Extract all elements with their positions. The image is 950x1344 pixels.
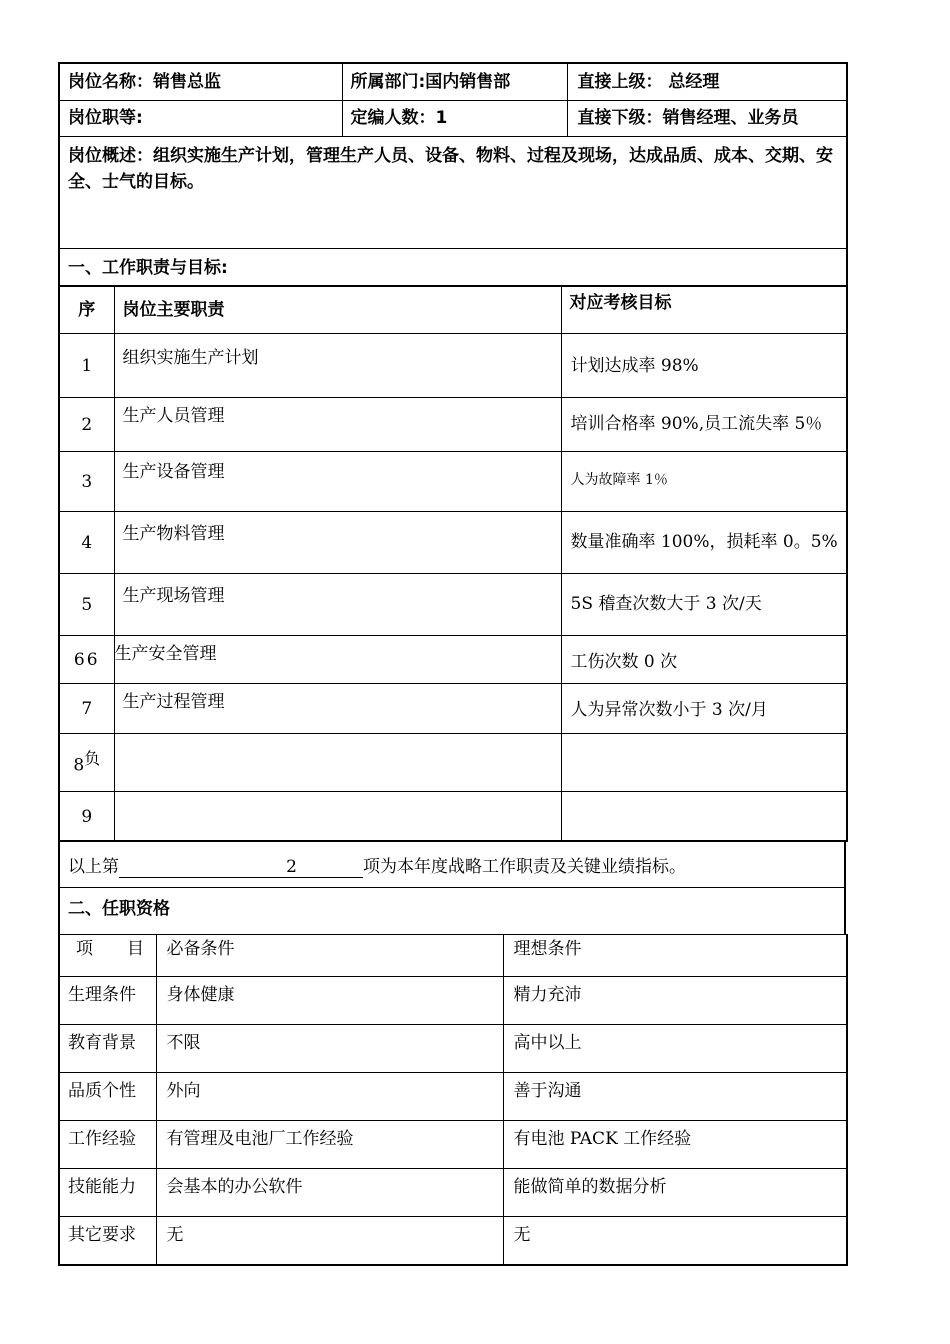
duty-target: 人为异常次数小于 3 次/月 [561, 684, 847, 734]
duty-target: 人为故障率 1％ [561, 452, 847, 512]
note-underline-tail [297, 857, 363, 878]
qualification-required: 外向 [156, 1073, 503, 1121]
qualification-ideal: 能做简单的数据分析 [503, 1169, 847, 1217]
duty-no-text: 9 [81, 806, 93, 827]
note-value: 2 [119, 857, 297, 878]
duty-row [59, 636, 847, 684]
duty-row [59, 398, 847, 452]
duty-no [59, 452, 114, 512]
qualification-required: 会基本的办公软件 [156, 1169, 503, 1217]
strategic-duties-note [59, 841, 845, 888]
duty-row [59, 512, 847, 574]
qualification-ideal: 无 [503, 1217, 847, 1265]
note-suffix: 项为本年度战略工作职责及关键业绩指标。 [363, 857, 686, 877]
duty-target [561, 734, 847, 792]
duty-no-text: 1 [81, 355, 93, 376]
duty-target: 培训合格率 90%,员工流失率 5％ [561, 398, 847, 452]
qualification-item: 品质个性 [59, 1073, 156, 1121]
duty-row [59, 792, 847, 842]
duty-no-text: 8 [73, 755, 85, 776]
qualification-ideal: 有电池 PACK 工作经验 [503, 1121, 847, 1169]
qualification-ideal: 高中以上 [503, 1025, 847, 1073]
duties-table [58, 285, 848, 842]
qualification-ideal: 善于沟通 [503, 1073, 847, 1121]
duty-target: 工伤次数 0 次 [561, 636, 847, 684]
duty-target [561, 792, 847, 842]
qualification-required: 不限 [156, 1025, 503, 1073]
duty-no-text: 2 [81, 414, 93, 435]
qualification-row [59, 1169, 847, 1217]
qualification-required: 无 [156, 1217, 503, 1265]
col-header-no: 序 [59, 286, 114, 334]
position-name: 岗位名称：销售总监 [59, 63, 342, 100]
duty-text [114, 734, 561, 792]
duty-no-text: 7 [81, 698, 93, 719]
duty-no [59, 636, 114, 684]
col-header-item: 项 目 [59, 935, 156, 977]
duty-no [59, 734, 114, 792]
duty-text: 生产过程管理 [114, 684, 561, 734]
duty-text: 组织实施生产计划 [114, 334, 561, 398]
duty-target: 数量准确率 100%，损耗率 0。5% [561, 512, 847, 574]
qualification-item: 教育背景 [59, 1025, 156, 1073]
duty-no-suffix: 负 [84, 749, 101, 769]
col-header-ideal: 理想条件 [503, 935, 847, 977]
duty-no [59, 684, 114, 734]
duty-text: 生产现场管理 [114, 574, 561, 636]
duty-text: 生产设备管理 [114, 452, 561, 512]
duty-no [59, 792, 114, 842]
direct-subordinate: 直接下级：销售经理、业务员 [567, 100, 847, 136]
duty-text: 生产安全管理 [114, 636, 561, 684]
qualification-item: 技能能力 [59, 1169, 156, 1217]
duty-text [114, 792, 561, 842]
duty-no [59, 398, 114, 452]
duty-no-text: 5 [81, 594, 93, 615]
qualification-required: 有管理及电池厂工作经验 [156, 1121, 503, 1169]
qualification-item: 生理条件 [59, 977, 156, 1025]
duty-row [59, 574, 847, 636]
col-header-required: 必备条件 [156, 935, 503, 977]
duty-no-text: 3 [81, 471, 93, 492]
col-header-target: 对应考核目标 [561, 286, 847, 334]
position-grade: 岗位职等: [59, 100, 342, 136]
duty-no-text: 4 [81, 532, 93, 553]
direct-superior: 直接上级： 总经理 [567, 63, 847, 100]
qualification-required: 身体健康 [156, 977, 503, 1025]
qualification-row [59, 1121, 847, 1169]
duty-row [59, 452, 847, 512]
section2-title: 二、任职资格 [59, 888, 845, 935]
duty-row [59, 734, 847, 792]
header-table [58, 62, 848, 287]
qualification-row [59, 1217, 847, 1265]
duty-row [59, 334, 847, 398]
qualification-row [59, 1025, 847, 1073]
position-overview: 岗位概述：组织实施生产计划，管理生产人员、设备、物料、过程及现场，达成品质、成本、交期、安全、士气的目标。 [59, 136, 847, 248]
section1-title: 一、工作职责与目标: [59, 248, 847, 286]
duty-target: 计划达成率 98% [561, 334, 847, 398]
note-prefix: 以上第 [68, 857, 119, 877]
duty-no [59, 512, 114, 574]
duty-no [59, 574, 114, 636]
duty-target: 5S 稽查次数大于 3 次/天 [561, 574, 847, 636]
qualification-item: 其它要求 [59, 1217, 156, 1265]
section1-footer-table [58, 840, 846, 935]
col-header-duty: 岗位主要职责 [114, 286, 561, 334]
qualification-item: 工作经验 [59, 1121, 156, 1169]
headcount: 定编人数：1 [342, 100, 567, 136]
duty-text: 生产人员管理 [114, 398, 561, 452]
qualification-row [59, 977, 847, 1025]
department: 所属部门:国内销售部 [342, 63, 567, 100]
qualification-ideal: 精力充沛 [503, 977, 847, 1025]
qualifications-table [58, 934, 848, 1266]
duty-text: 生产物料管理 [114, 512, 561, 574]
qualification-row [59, 1073, 847, 1121]
duty-no [59, 334, 114, 398]
duty-row [59, 684, 847, 734]
duty-no-text: 66 [73, 649, 100, 670]
